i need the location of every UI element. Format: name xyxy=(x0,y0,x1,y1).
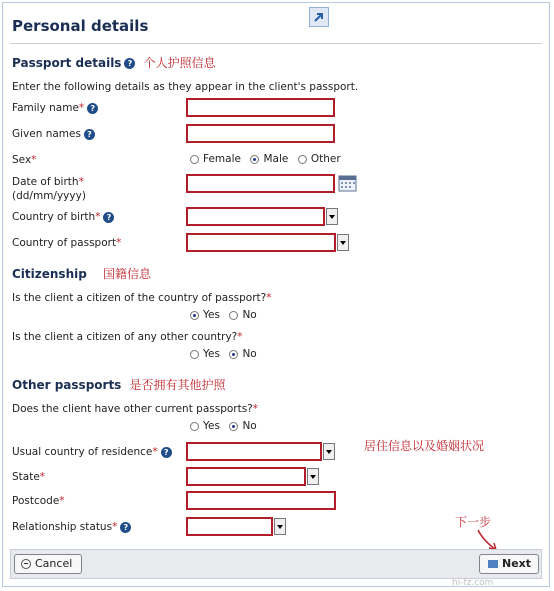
dob-input[interactable] xyxy=(186,174,335,193)
sex-male-radio[interactable] xyxy=(250,155,259,164)
q1-no-radio[interactable] xyxy=(229,311,238,320)
sex-radio-group: Female Male Other xyxy=(190,152,347,165)
title-divider xyxy=(10,43,542,44)
state-select[interactable] xyxy=(186,467,306,486)
citizenship-heading-cn: 国籍信息 xyxy=(103,267,152,281)
given-names-label: Given names ? xyxy=(12,128,95,140)
next-note-cn: 下一步 xyxy=(455,515,492,529)
footer-bar xyxy=(10,549,542,579)
q2-yes-radio[interactable] xyxy=(190,350,199,359)
country-of-birth-label: Country of birth* ? xyxy=(12,211,114,223)
cancel-button[interactable]: Cancel xyxy=(14,554,82,574)
calendar-icon[interactable] xyxy=(338,174,357,192)
sex-label: Sex* xyxy=(12,154,37,166)
other-yes-radio[interactable] xyxy=(190,422,199,431)
postcode-label: Postcode* xyxy=(12,495,65,507)
other-no-radio[interactable] xyxy=(229,422,238,431)
watermark: hi-fz.com xyxy=(452,578,494,588)
chevron-down-icon[interactable] xyxy=(274,518,286,535)
dob-format: (dd/mm/yyyy) xyxy=(12,190,86,202)
postcode-input[interactable] xyxy=(186,491,336,510)
usual-country-label: Usual country of residence* ? xyxy=(12,446,172,458)
other-passports-heading: Other passports 是否拥有其他护照 xyxy=(12,378,226,392)
citizenship-q1-radios: Yes No xyxy=(190,308,263,321)
help-icon[interactable]: ? xyxy=(103,212,114,223)
chevron-down-icon[interactable] xyxy=(323,443,335,460)
chevron-down-icon[interactable] xyxy=(326,208,338,225)
help-icon[interactable]: ? xyxy=(84,129,95,140)
country-of-passport-select[interactable] xyxy=(186,233,336,252)
family-name-label: Family name* ? xyxy=(12,102,98,114)
other-passports-heading-cn: 是否拥有其他护照 xyxy=(129,378,226,392)
family-name-input[interactable] xyxy=(186,98,335,117)
help-icon[interactable]: ? xyxy=(161,447,172,458)
dob-label: Date of birth* xyxy=(12,176,84,188)
citizenship-q2-radios: Yes No xyxy=(190,347,263,360)
passport-intro: Enter the following details as they appear in the client's passport. xyxy=(12,81,359,93)
usual-country-select[interactable] xyxy=(186,442,322,461)
help-icon[interactable]: ? xyxy=(87,103,98,114)
relationship-select[interactable] xyxy=(186,517,273,536)
expand-icon[interactable] xyxy=(309,7,329,27)
chevron-down-icon[interactable] xyxy=(337,234,349,251)
citizenship-heading: Citizenship 国籍信息 xyxy=(12,267,152,281)
citizenship-q2: Is the client a citizen of any other country?* xyxy=(12,331,243,343)
minus-circle-icon xyxy=(21,559,31,569)
other-passports-radios: Yes No xyxy=(190,419,263,432)
citizenship-q1: Is the client a citizen of the country of passport?* xyxy=(12,292,272,304)
passport-heading: Passport details ? 个人护照信息 xyxy=(12,56,216,70)
next-icon xyxy=(488,560,498,568)
relationship-label: Relationship status* ? xyxy=(12,521,131,533)
page-title: Personal details xyxy=(12,17,149,35)
other-passports-q: Does the client have other current passports?* xyxy=(12,403,259,415)
given-names-input[interactable] xyxy=(186,124,335,143)
q1-yes-radio[interactable] xyxy=(190,311,199,320)
country-of-passport-label: Country of passport* xyxy=(12,237,122,249)
help-icon[interactable]: ? xyxy=(120,522,131,533)
help-icon[interactable]: ? xyxy=(124,58,135,69)
sex-female-radio[interactable] xyxy=(190,155,199,164)
q2-no-radio[interactable] xyxy=(229,350,238,359)
next-button[interactable]: Next xyxy=(479,554,539,574)
sex-other-radio[interactable] xyxy=(298,155,307,164)
state-label: State* xyxy=(12,471,46,483)
chevron-down-icon[interactable] xyxy=(307,468,319,485)
residence-note-cn: 居住信息以及婚姻状况 xyxy=(364,439,485,453)
passport-heading-cn: 个人护照信息 xyxy=(143,56,216,70)
country-of-birth-select[interactable] xyxy=(186,207,325,226)
